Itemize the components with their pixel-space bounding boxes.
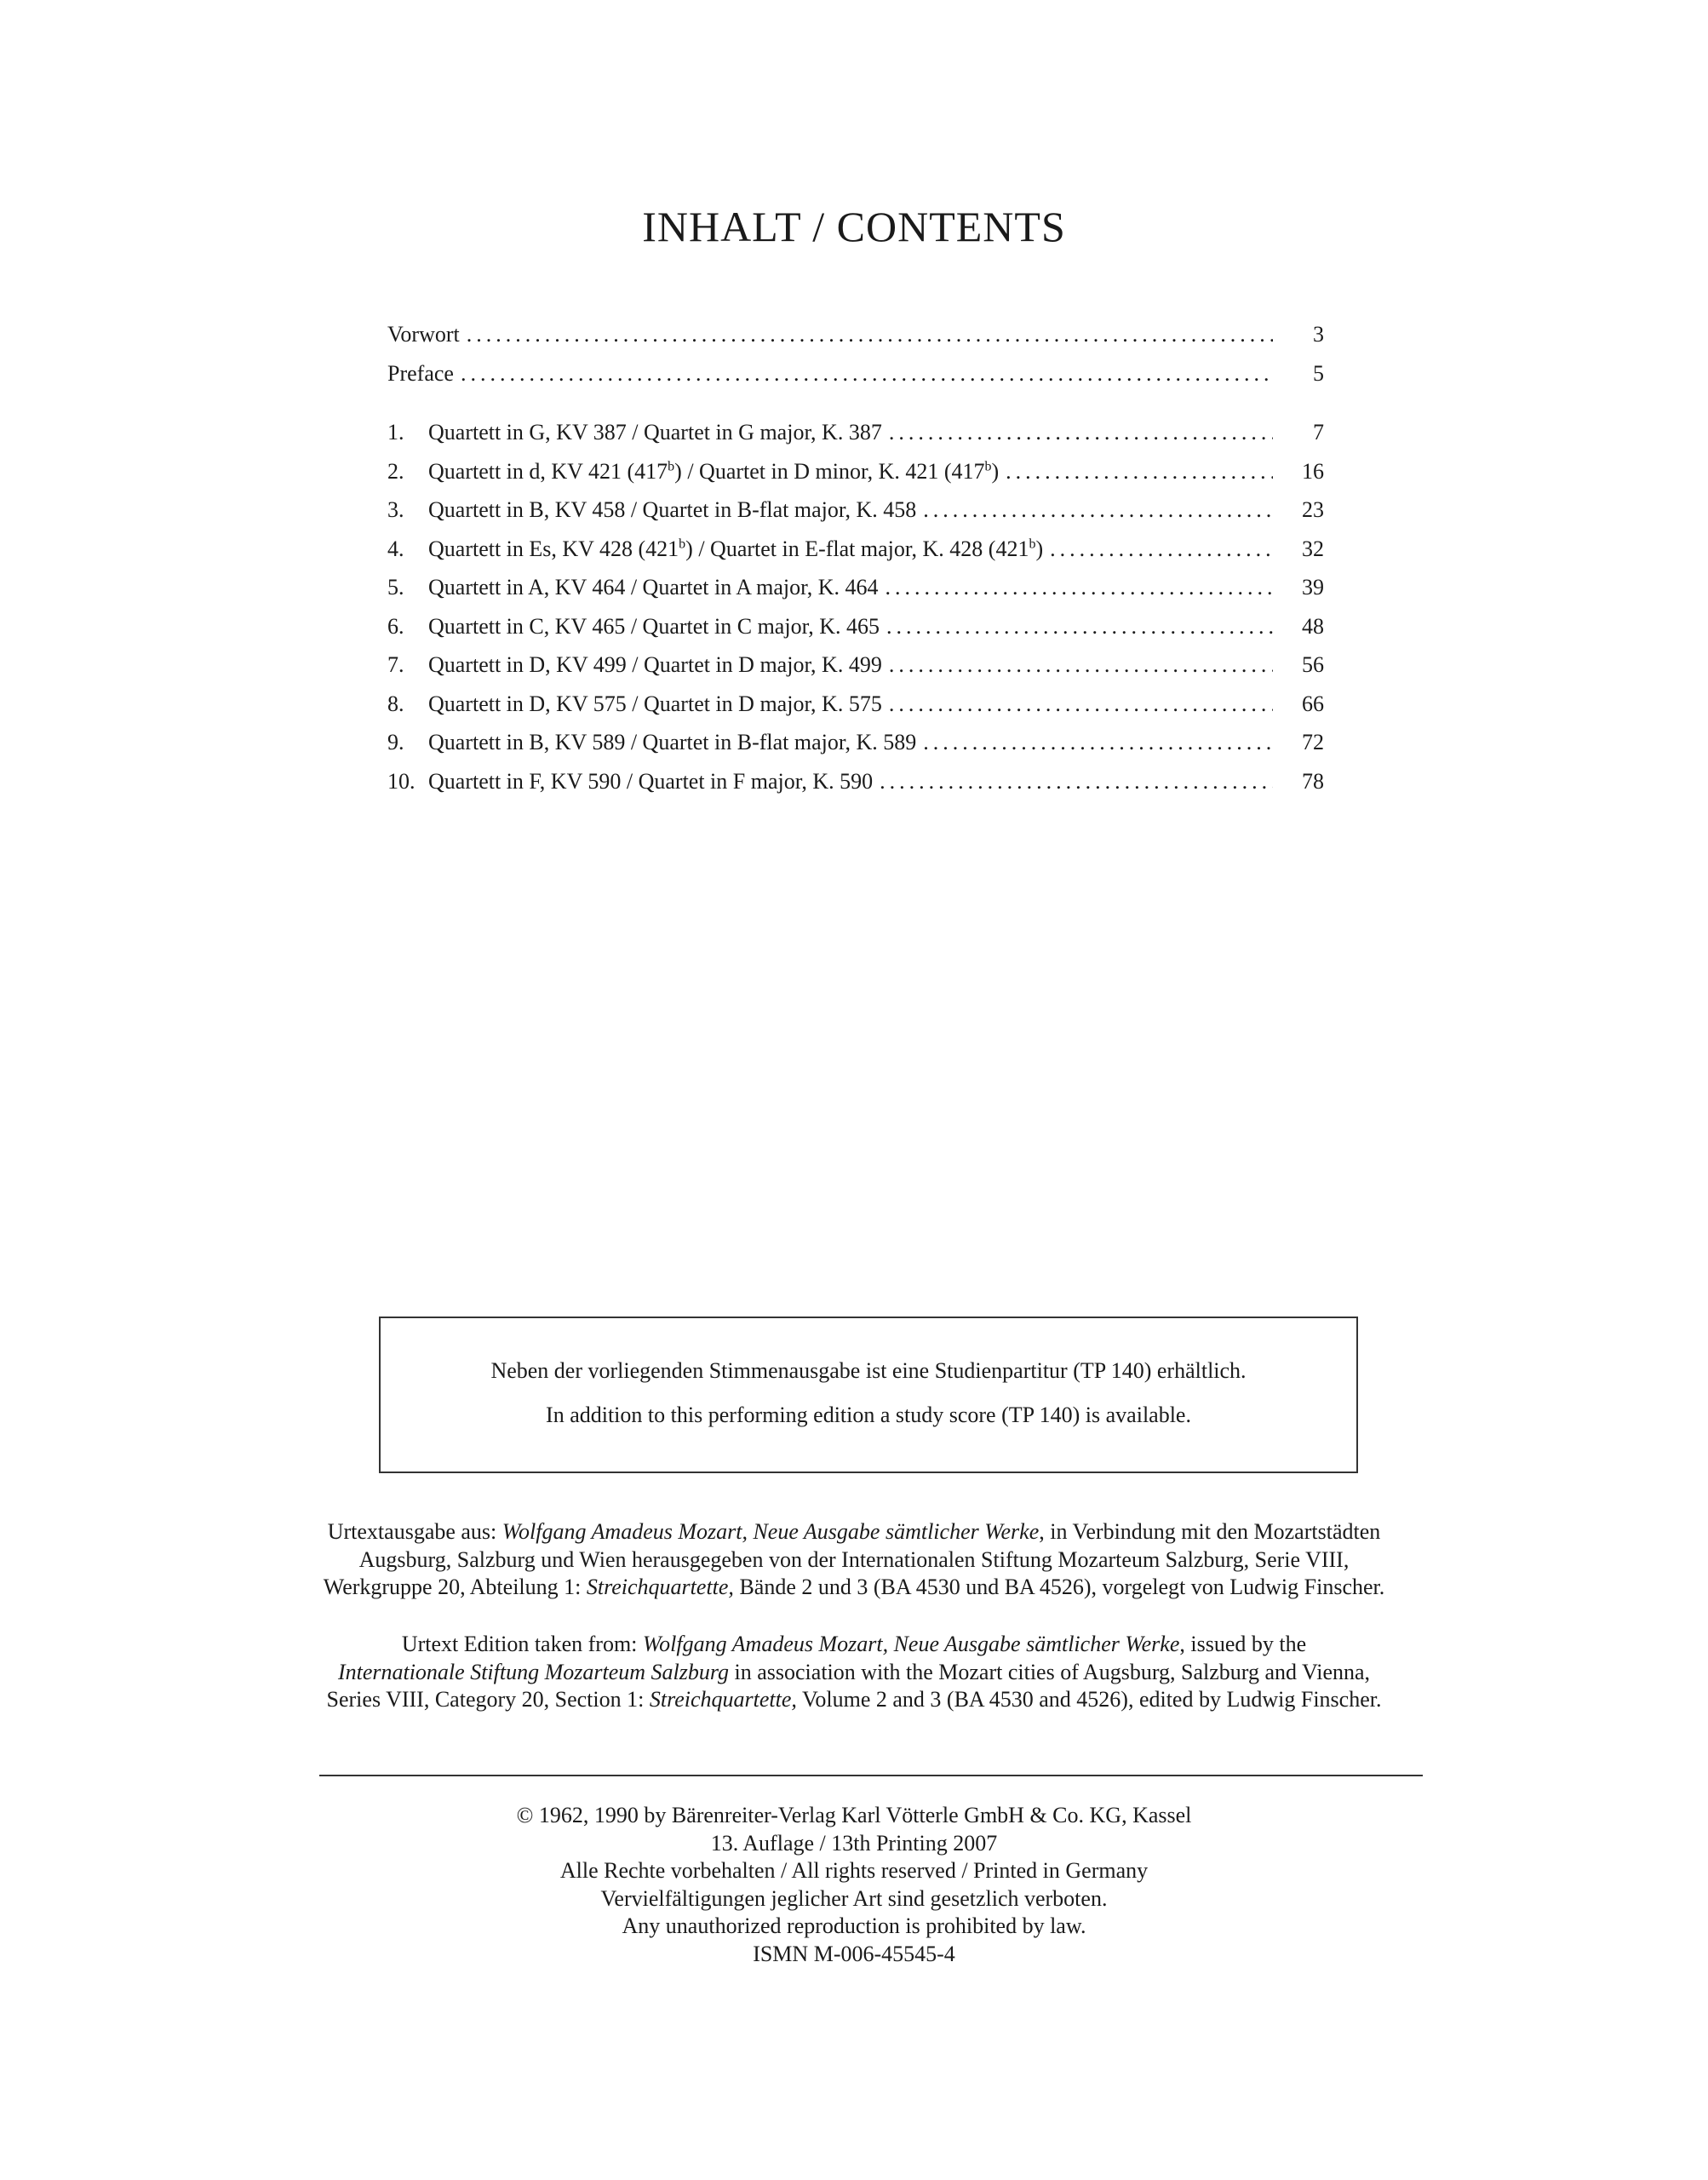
- toc-page-number: 72: [1302, 730, 1324, 754]
- toc-entry-quartet: [387, 645, 1324, 685]
- toc-page-number: 16: [1302, 458, 1324, 484]
- toc-entry-quartet: [387, 413, 1324, 452]
- dot-leader: [923, 490, 1273, 530]
- toc-page-number: 5: [1313, 360, 1324, 386]
- source-line: Augsburg, Salzburg und Wien herausgegeben von der Internationalen Stiftung Mozarteum Salzburg, Serie VIII,: [358, 1546, 1350, 1572]
- toc-entry-label: Quartett in B, KV 458 / Quartet in B-flat major, K. 458: [428, 497, 917, 522]
- toc-entry-label: Quartett in B, KV 589 / Quartet in B-flat major, K. 589: [428, 730, 917, 754]
- toc-entry-label: Quartett in G, KV 387 / Quartet in G major, K. 387: [428, 420, 882, 445]
- toc-page-number: 56: [1302, 652, 1324, 677]
- dot-leader: [886, 607, 1273, 646]
- toc-entry-number: 2.: [387, 458, 404, 484]
- toc-entry-number: 1.: [387, 420, 404, 445]
- dot-leader: [889, 413, 1273, 452]
- toc-entry-quartet: [387, 452, 1324, 491]
- toc-entry-number: 3.: [387, 497, 404, 522]
- toc-entry-label: Vorwort: [387, 322, 460, 347]
- copyright-imprint: [0, 1802, 1708, 1968]
- toc-entry-number: 8.: [387, 691, 404, 716]
- source-line: Urtext Edition taken from: Wolfgang Amadeus Mozart, Neue Ausgabe sämtlicher Werke, issued by the: [401, 1632, 1307, 1656]
- divider-rule: [319, 1775, 1423, 1776]
- toc-page-number: 39: [1302, 575, 1324, 600]
- imprint-line: ISMN M-006-45545-4: [753, 1941, 955, 1966]
- toc-entry-number: 6.: [387, 613, 404, 639]
- dot-leader: [880, 762, 1273, 801]
- toc-entry-quartet: [387, 723, 1324, 762]
- toc-entry-number: 5.: [387, 575, 404, 600]
- dot-leader: [461, 354, 1273, 393]
- source-line: Series VIII, Category 20, Section 1: Streichquartette, Volume 2 and 3 (BA 4530 and 4526), edited by Ludwig Finscher.: [326, 1687, 1382, 1712]
- toc-entry-quartet: [387, 530, 1324, 569]
- imprint-line: Vervielfältigungen jeglicher Art sind gesetzlich verboten.: [600, 1885, 1108, 1911]
- source-line: Urtextausgabe aus: Wolfgang Amadeus Mozart, Neue Ausgabe sämtlicher Werke, in Verbindung mit den Mozartstädten: [327, 1519, 1381, 1544]
- dot-leader: [467, 315, 1273, 354]
- toc-entry-number: 4.: [387, 536, 404, 561]
- dot-leader: [886, 568, 1273, 607]
- toc-entry-preface: [387, 354, 1324, 393]
- toc-page-number: 78: [1302, 768, 1324, 794]
- toc-entry-number: 10.: [387, 768, 416, 794]
- notice-text-de: Neben der vorliegenden Stimmenausgabe ist eine Studienpartitur (TP 140) erhältlich.: [490, 1358, 1247, 1383]
- toc-page-number: 7: [1313, 420, 1324, 445]
- toc-page-number: 3: [1313, 322, 1324, 347]
- dot-leader: [889, 645, 1273, 685]
- dot-leader: [923, 723, 1273, 762]
- imprint-line: 13. Auflage / 13th Printing 2007: [710, 1830, 998, 1856]
- toc-entry-label: Quartett in Es, KV 428 (421$^b$) / Quartet in E-flat major, K. 428 (421$^b$): [428, 536, 1044, 561]
- toc-entry-label: Quartett in d, KV 421 (417$^b$) / Quartet in D minor, K. 421 (417$^b$): [428, 458, 1000, 484]
- imprint-line: Alle Rechte vorbehalten / All rights reserved / Printed in Germany: [559, 1858, 1149, 1883]
- toc-entry-label: Quartett in C, KV 465 / Quartet in C major, K. 465: [428, 613, 880, 639]
- dot-leader: [1050, 530, 1273, 569]
- source-note-de: [213, 1518, 1495, 1602]
- source-line: Werkgruppe 20, Abteilung 1: Streichquartette, Bände 2 und 3 (BA 4530 und BA 4526), vorgelegt von Ludwig Finscher.: [323, 1575, 1385, 1599]
- toc-entry-quartet: [387, 685, 1324, 724]
- study-score-notice: [379, 1317, 1358, 1473]
- toc-entry-number: 9.: [387, 730, 404, 754]
- page-title: INHALT / CONTENTS: [642, 203, 1066, 250]
- notice-text-en: In addition to this performing edition a study score (TP 140) is available.: [546, 1403, 1191, 1427]
- toc-entry-quartet: [387, 490, 1324, 530]
- toc-page-number: 23: [1302, 497, 1324, 522]
- source-line: Internationale Stiftung Mozarteum Salzburg in association with the Mozart cities of Augsburg, Salzburg and Vienna,: [337, 1659, 1371, 1684]
- toc-page-number: 48: [1302, 613, 1324, 639]
- toc-entry-label: Preface: [387, 360, 454, 386]
- imprint-line: Any unauthorized reproduction is prohibited by law.: [622, 1913, 1086, 1938]
- toc-entry-label: Quartett in A, KV 464 / Quartet in A major, K. 464: [428, 575, 879, 600]
- toc-entry-label: Quartett in F, KV 590 / Quartet in F major, K. 590: [428, 768, 874, 794]
- toc-page-number: 32: [1302, 536, 1324, 561]
- toc-entry-number: 7.: [387, 652, 404, 677]
- toc-entry-quartet: [387, 762, 1324, 801]
- source-note-en: [213, 1631, 1495, 1714]
- toc-entry-vorwort: [387, 315, 1324, 354]
- toc-entry-label: Quartett in D, KV 575 / Quartet in D major, K. 575: [428, 691, 882, 716]
- toc-entry-quartet: [387, 568, 1324, 607]
- toc-entry-quartet: [387, 607, 1324, 646]
- toc-page-number: 66: [1302, 691, 1324, 716]
- dot-leader: [889, 685, 1273, 724]
- imprint-line: © 1962, 1990 by Bärenreiter-Verlag Karl Vötterle GmbH & Co. KG, Kassel: [516, 1803, 1192, 1827]
- dot-leader: [1006, 452, 1273, 491]
- table-of-contents: [387, 315, 1324, 800]
- toc-entry-label: Quartett in D, KV 499 / Quartet in D major, K. 499: [428, 652, 882, 677]
